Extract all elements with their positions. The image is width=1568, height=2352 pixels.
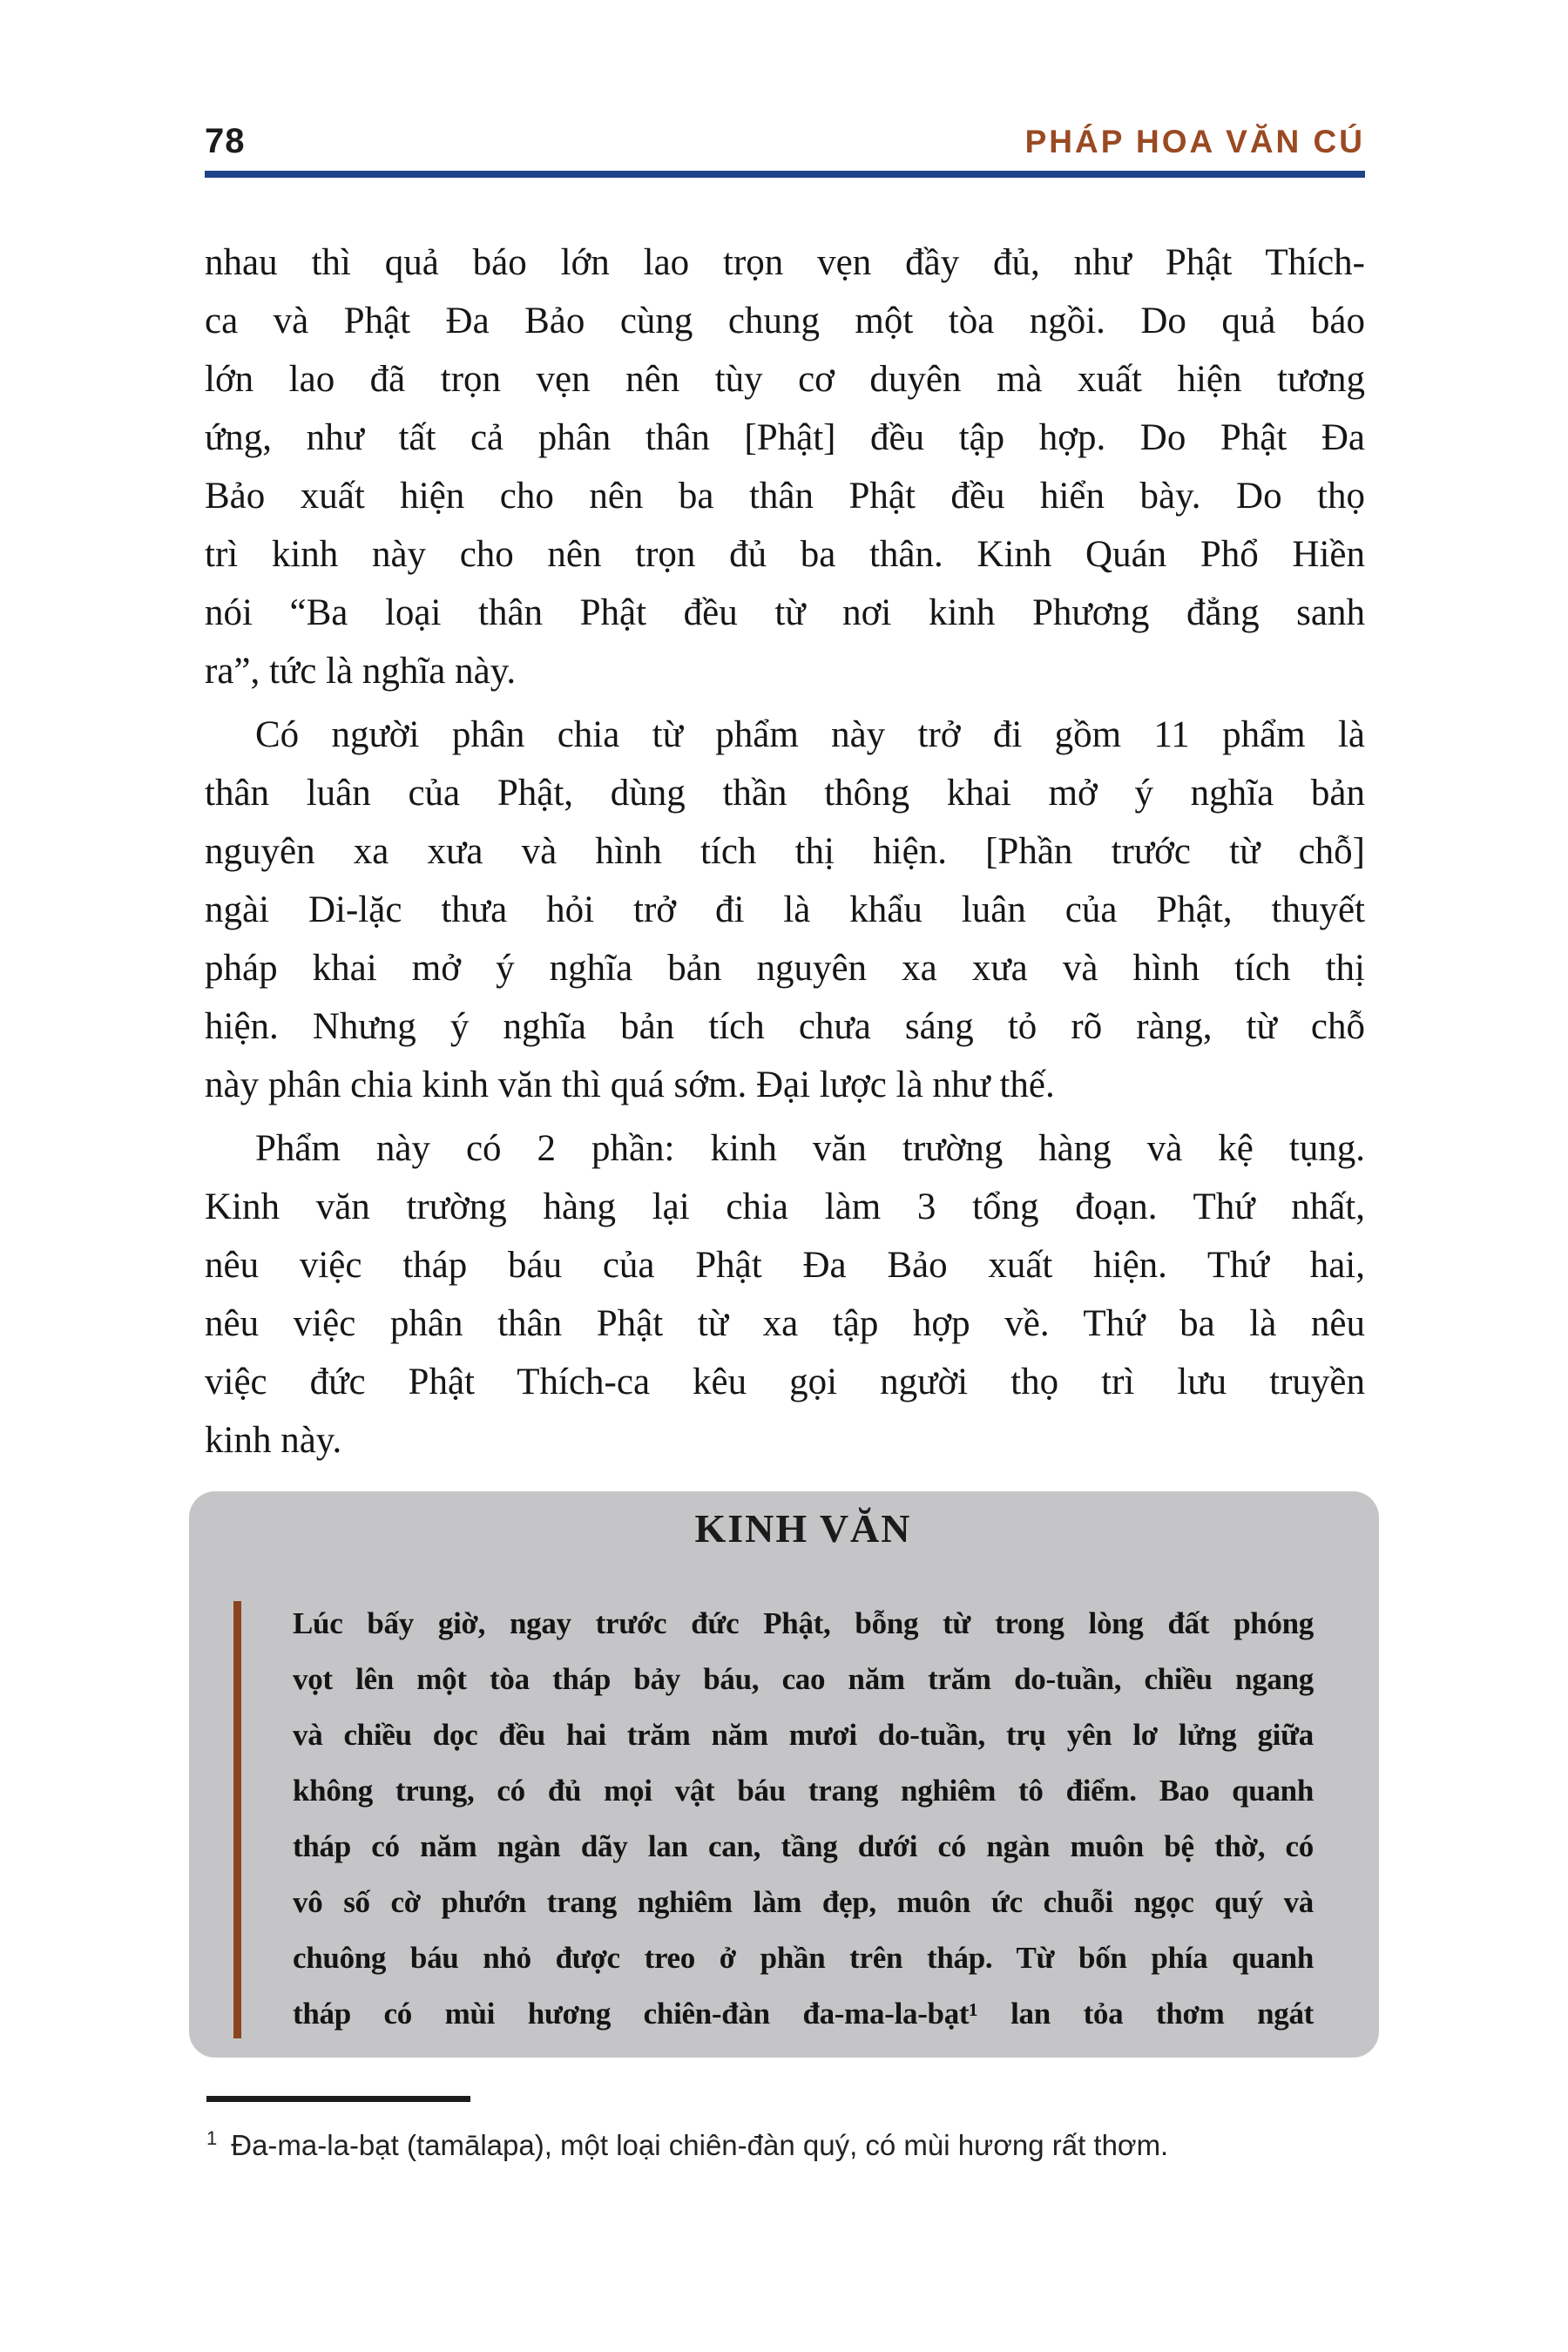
quote-line: tháp có mùi hương chiên-đàn đa-ma-la-bạt¹ lan tỏa thơm ngát [293, 1997, 1314, 2031]
quote-line: không trung, có đủ mọi vật báu trang nghiêm tô điểm. Bao quanh [293, 1774, 1314, 1808]
body-line: ra”, tức là nghĩa này. [205, 651, 517, 692]
sutra-quote-lines [293, 1596, 1314, 2042]
body-line: thân luân của Phật, dùng thần thông khai mở ý nghĩa bản [205, 773, 1365, 814]
body-line: Bảo xuất hiện cho nên ba thân Phật đều hiển bày. Do thọ [205, 476, 1365, 517]
page-number: 78 [205, 122, 246, 160]
paragraph [205, 233, 1365, 700]
running-title: PHÁP HOA VĂN CÚ [1024, 124, 1365, 159]
quote-line: vọt lên một tòa tháp bảy báu, cao năm trăm do-tuần, chiều ngang [293, 1662, 1314, 1696]
sutra-quote [293, 1596, 1314, 2042]
footnote [206, 2119, 1367, 2166]
body-line: nói “Ba loại thân Phật đều từ nơi kinh Phương đẳng sanh [205, 592, 1365, 633]
paragraph [205, 706, 1365, 1114]
body-line: ca và Phật Đa Bảo cùng chung một tòa ngồi. Do quả báo [205, 301, 1365, 341]
body-line: pháp khai mở ý nghĩa bản nguyên xa xưa và hình tích thị [205, 948, 1365, 989]
quote-line: và chiều dọc đều hai trăm năm mươi do-tuần, trụ yên lơ lửng giữa [293, 1718, 1314, 1752]
quote-line: chuông báu nhỏ được treo ở phần trên tháp. Từ bốn phía quanh [293, 1941, 1314, 1975]
body-line: trì kinh này cho nên trọn đủ ba thân. Kinh Quán Phổ Hiền [205, 534, 1365, 575]
header-rule [205, 171, 1365, 178]
body-line: nêu việc tháp báu của Phật Đa Bảo xuất hiện. Thứ hai, [205, 1245, 1365, 1286]
footnote-rule [206, 2096, 470, 2102]
body-line: nêu việc phân thân Phật từ xa tập hợp về. Thứ ba là nêu [205, 1303, 1365, 1344]
quote-line: tháp có năm ngàn dãy lan can, tầng dưới có ngàn muôn bệ thờ, có [293, 1829, 1314, 1863]
body-line: hiện. Nhưng ý nghĩa bản tích chưa sáng tỏ rõ ràng, từ chỗ [205, 1006, 1365, 1047]
body-line: kinh này. [205, 1420, 342, 1461]
body-line: Kinh văn trường hàng lại chia làm 3 tổng đoạn. Thứ nhất, [205, 1186, 1365, 1227]
body-line: ngài Di-lặc thưa hỏi trở đi là khẩu luân của Phật, thuyết [205, 889, 1365, 930]
footnote-text: Đa-ma-la-bạt (tamālapa), một loại chiên-đàn quý, có mùi hương rất thơm. [231, 2129, 1169, 2161]
body-text [205, 233, 1365, 1475]
page-header [205, 122, 1365, 161]
footnote-marker: 1 [206, 2127, 218, 2149]
body-line: nhau thì quả báo lớn lao trọn vẹn đầy đủ, như Phật Thích- [205, 242, 1365, 283]
body-line: lớn lao đã trọn vẹn nên tùy cơ duyên mà xuất hiện tương [205, 359, 1365, 400]
quote-line: Lúc bấy giờ, ngay trước đức Phật, bỗng từ trong lòng đất phóng [293, 1606, 1314, 1640]
body-line: này phân chia kinh văn thì quá sớm. Đại lược là như thế. [205, 1064, 1055, 1105]
body-line: Có người phân chia từ phẩm này trở đi gồm 11 phẩm là [255, 714, 1365, 755]
body-line: nguyên xa xưa và hình tích thị hiện. [Phần trước từ chỗ] [205, 831, 1365, 872]
sutra-box-title: KINH VĂN [694, 1506, 912, 1551]
body-line: việc đức Phật Thích-ca kêu gọi người thọ trì lưu truyền [205, 1362, 1365, 1402]
body-line: Phẩm này có 2 phần: kinh văn trường hàng và kệ tụng. [255, 1128, 1365, 1169]
quote-line: vô số cờ phướn trang nghiêm làm đẹp, muôn ức chuỗi ngọc quý và [293, 1885, 1314, 1919]
paragraph [205, 1119, 1365, 1470]
sutra-box [189, 1491, 1379, 2058]
body-line: ứng, như tất cả phân thân [Phật] đều tập hợp. Do Phật Đa [205, 417, 1365, 458]
quote-accent-bar [233, 1601, 241, 2038]
